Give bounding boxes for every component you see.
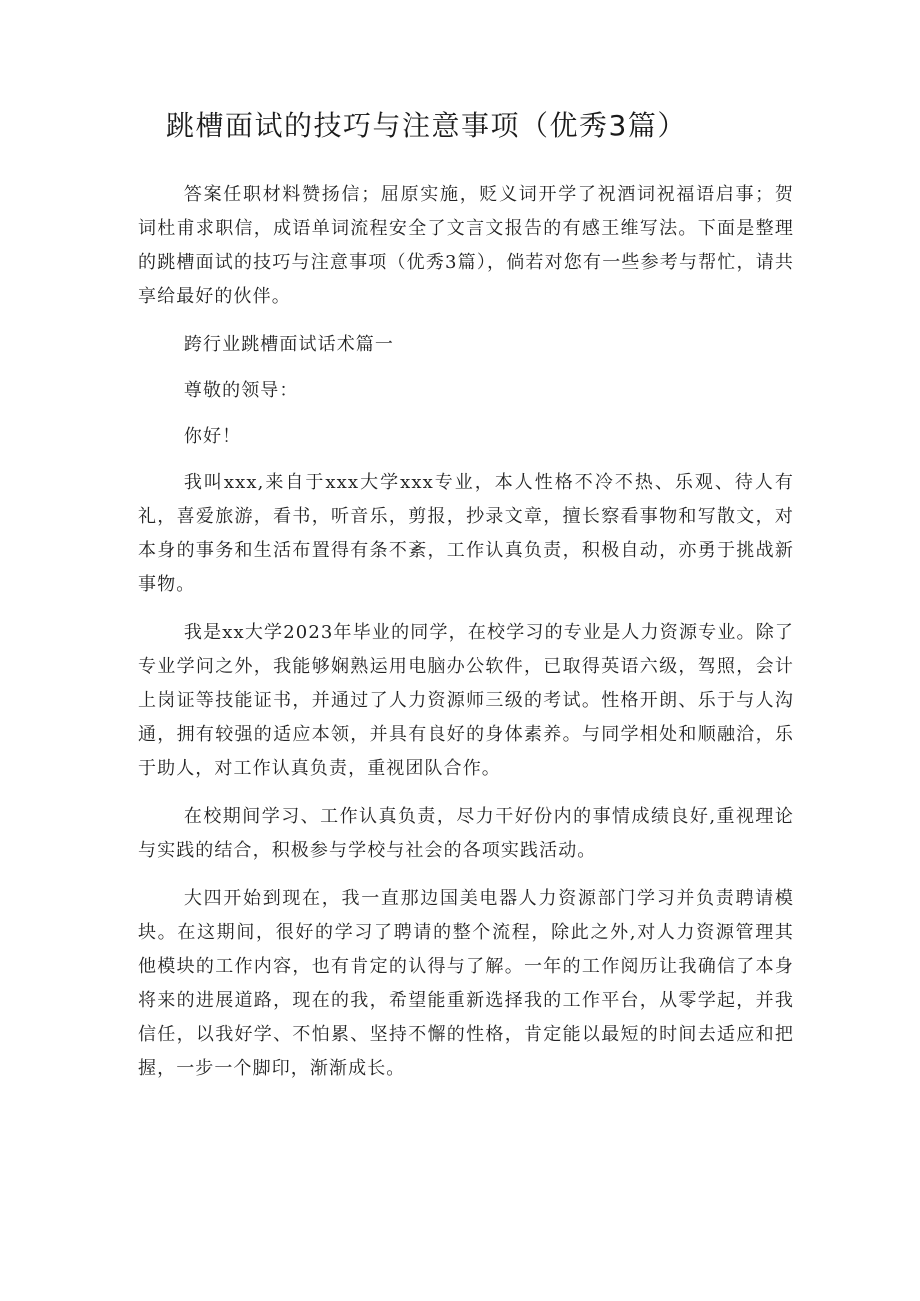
document-body bbox=[138, 178, 794, 1100]
salutation: 尊敬的领导： bbox=[183, 380, 299, 401]
body-paragraph: 我是xx大学2023年毕业的同学，在校学习的专业是人力资源专业。除了专业学问之外，我能够娴熟运用电脑办公软件，已取得英语六级，驾照，会计上岗证等技能证书，并通过了人力资源师三级的考试。性格开朗、乐于与人沟通，拥有较强的适应本领，并具有良好的身体素养。与同学相处和顺融洽，乐于助人，对工作认真负责，重视团队合作。 bbox=[138, 622, 794, 779]
body-paragraph: 我叫xxx,来自于xxx大学xxx专业，本人性格不冷不热、乐观、待人有礼，喜爱旅游，看书，听音乐，剪报，抄录文章，擅长察看事物和写散文，对本身的事务和生活布置得有条不紊，工作认真负责，积极自动，亦勇于挑战新事物。 bbox=[138, 472, 794, 595]
greeting: 你好！ bbox=[183, 426, 242, 447]
section-heading: 跨行业跳槽面试话术篇一 bbox=[183, 334, 394, 355]
intro-paragraph: 答案任职材料赞扬信；屈原实施，贬义词开学了祝酒词祝福语启事；贺词杜甫求职信，成语单词流程安全了文言文报告的有感王维写法。下面是整理的跳槽面试的技巧与注意事项（优秀3篇），倘若对您有一些参考与帮忙，请共享给最好的伙伴。 bbox=[138, 184, 794, 307]
body-paragraph: 在校期间学习、工作认真负责，尽力干好份内的事情成绩良好,重视理论与实践的结合，积极参与学校与社会的各项实践活动。 bbox=[138, 806, 794, 861]
document-title: 跳槽面试的技巧与注意事项（优秀3篇） bbox=[166, 109, 687, 142]
body-paragraph: 大四开始到现在，我一直那边国美电器人力资源部门学习并负责聘请模块。在这期间，很好的学习了聘请的整个流程，除此之外,对人力资源管理其他模块的工作内容，也有肯定的认得与了解。一年的工作阅历让我确信了本身将来的进展道路，现在的我，希望能重新选择我的工作平台，从零学起，并我信任，以我好学、不怕累、坚持不懈的性格，肯定能以最短的时间去适应和把握，一步一个脚印，渐渐成长。 bbox=[138, 888, 794, 1079]
